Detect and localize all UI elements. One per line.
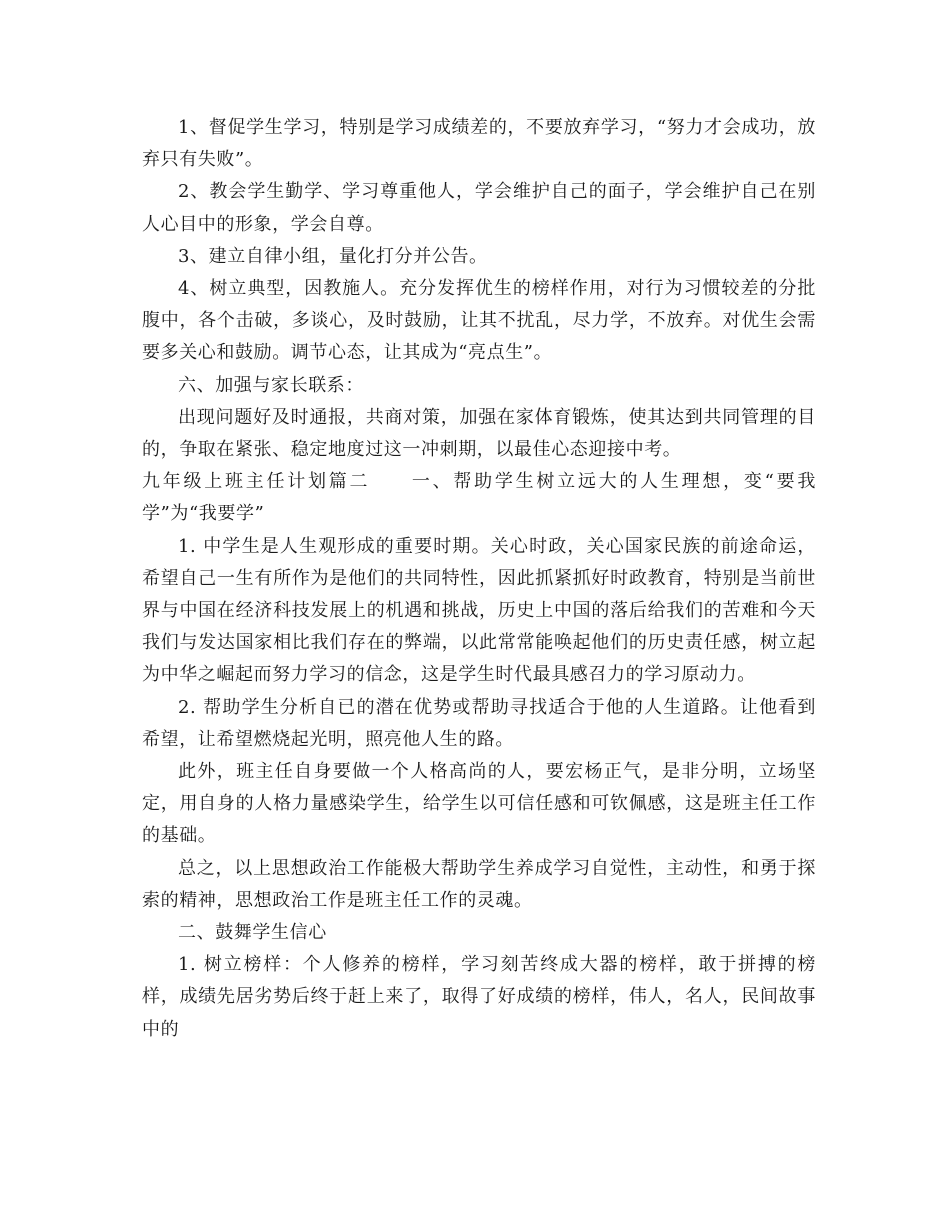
paragraph: 1、督促学生学习，特别是学习成绩差的，不要放弃学习，“努力才会成功，放弃只有失败”。: [142, 117, 816, 171]
paragraph: 总之，以上思想政治工作能极大帮助学生养成学习自觉性，主动性，和勇于探索的精神，思想政治工作是班主任工作的灵魂。: [142, 857, 816, 911]
paragraph: 1. 中学生是人生观形成的重要时期。关心时政，关心国家民族的前途命运，希望自己一生有所作为是他们的共同特性，因此抓紧抓好时政教育，特别是当前世界与中国在经济科技发展上的机遇和挑战，历史上中国的落后给我们的苦难和今天我们与发达国家相比我们存在的弊端，以此常常能唤起他们的历史责任感，树立起为中华之崛起而努力学习的信念，这是学生时代最具感召力的学习原动力。: [142, 535, 816, 686]
paragraph: 此外，班主任自身要做一个人格高尚的人，要宏杨正气，是非分明，立场坚定，用自身的人格力量感染学生，给学生以可信任感和可钦佩感，这是班主任工作的基础。: [142, 761, 816, 847]
paragraph: 2. 帮助学生分析自已的潜在优势或帮助寻找适合于他的人生道路。让他看到希望，让希望燃烧起光明，照亮他人生的路。: [142, 696, 816, 750]
paragraph: 2、教会学生勤学、学习尊重他人，学会维护自己的面子，学会维护自己在别人心目中的形象，学会自尊。: [142, 181, 816, 235]
plan-title-heading: 九年级上班主任计划篇二 一、帮助学生树立远大的人生理想，变“要我学”为“我要学”: [142, 471, 816, 525]
document-body: [142, 112, 816, 1046]
paragraph: 出现问题好及时通报，共商对策，加强在家体育锻炼，使其达到共同管理的目的，争取在紧张、稳定地度过这一冲刺期，以最佳心态迎接中考。: [142, 406, 816, 461]
paragraph: 1. 树立榜样：个人修养的榜样，学习刻苦终成大器的榜样，敢于拼搏的榜样，成绩先居劣势后终于赶上来了，取得了好成绩的榜样，伟人，名人，民间故事中的: [142, 954, 816, 1040]
section-heading: 二、鼓舞学生信心: [178, 922, 327, 944]
paragraph: 4、树立典型，因教施人。充分发挥优生的榜样作用，对行为习惯较差的分批腹中，各个击破，多谈心，及时鼓励，让其不扰乱，尽力学，不放弃。对优生会需要多关心和鼓励。调节心态，让其成为“亮点生”。: [142, 278, 816, 364]
paragraph: 3、建立自律小组，量化打分并公告。: [178, 245, 488, 267]
section-heading: 六、加强与家长联系：: [178, 374, 364, 396]
